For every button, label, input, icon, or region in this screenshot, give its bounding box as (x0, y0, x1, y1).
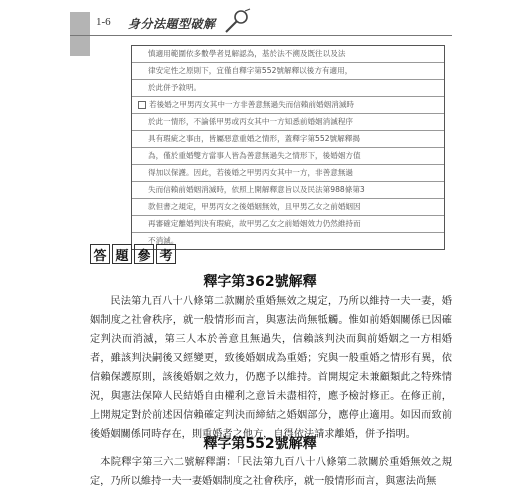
interpretation-362-body: 民法第九百八十八條第二款關於重婚無效之規定，乃所以維持一夫一妻，婚姻制度之社會秩序，就一般情形而言，與憲法尚無牴觸。惟如前婚姻關係已因確定判決而消滅，第三人本於善意且無過失，信賴該判決而與前婚姻之一方相婚者，雖該判決嗣後又經變更，致後婚姻成為重婚；究與一般重婚之情形有異，依信賴保護原則，該後婚姻之效力，仍應予以維持。首開規定未兼顧類此之特殊情況，與憲法保障人民結婚自由權利之意旨未盡相符，應予檢討修正。在修正前，上開規定對於前述因信賴確定判決而締結之婚姻部分，應停止適用。如因而致前後婚姻關係同時存在，則重婚者之他方，自得依法請求離婚，併予指明。 (90, 296, 452, 440)
note-line: 具有瑕疵之事由，皆屬惡意重婚之情形，蓋釋字第552號解釋揭 (132, 131, 444, 148)
note-line: 款但書之規定，甲男丙女之後婚姻無效，且甲男乙女之前婚姻因 (132, 199, 444, 216)
magnifier-icon (222, 8, 252, 34)
interpretation-362-heading: 釋字第362號解釋 (203, 274, 317, 290)
checkbox-icon (138, 101, 146, 109)
section-label-char: 題 (112, 244, 132, 264)
note-line: 再審確定離婚判決有瑕疵，故甲男乙女之前婚姻效力仍然維持而 (132, 216, 444, 233)
note-line: 為，僅於重婚雙方當事人皆為善意無過失之情形下，後婚姻方值 (132, 148, 444, 165)
section-label-answer-reference (90, 244, 178, 264)
section-label-char: 答 (90, 244, 110, 264)
note-line: 於此併予敘明。 (132, 80, 444, 97)
note-line: 失而信賴前婚姻消滅時，依照上開解釋意旨以及民法第988條第3 (132, 182, 444, 199)
interpretation-552-heading: 釋字第552號解釋 (203, 436, 317, 452)
section-label-char: 考 (156, 244, 176, 264)
page-number: 1-6 (96, 16, 111, 28)
note-line: 不消滅。 (148, 236, 179, 245)
note-line: 律安定性之原則下，宜僅自釋字第552號解釋以後方有適用， (132, 63, 444, 80)
note-line-text: 若後婚之甲男丙女其中一方非善意無過失而信賴前婚姻消滅時 (149, 100, 355, 109)
running-title: 身分法題型破解 (128, 17, 216, 31)
section-label-char: 參 (134, 244, 154, 264)
header-rule (70, 35, 452, 36)
note-line: 得加以保護。因此，若後婚之甲男丙女其中一方，非善意無過 (132, 165, 444, 182)
notes-box (131, 45, 445, 250)
note-line (132, 97, 444, 114)
note-line: 慎適用範圍依多數學者見解認為，基於法不溯及既往以及法 (132, 46, 444, 63)
header-tab (70, 12, 90, 56)
note-line: 於此一情形，不論係甲男或丙女其中一方知悉前婚姻消滅程序 (132, 114, 444, 131)
interpretation-552-body: 本院釋字第三六二號解釋謂：「民法第九百八十八條第二款關於重婚無效之規定，乃所以維持一夫一妻婚姻制度之社會秩序，就一般情形而言，與憲法尚無 (90, 457, 452, 487)
